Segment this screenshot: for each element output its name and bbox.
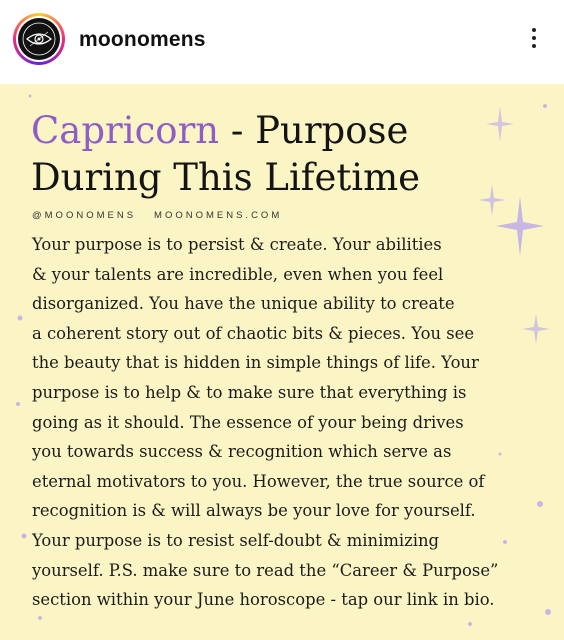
body-line: the beauty that is hidden in simple things of life. Your: [32, 353, 479, 373]
body-line: Your purpose is to resist self-doubt & minimizing: [32, 530, 440, 550]
post-image: [0, 84, 564, 640]
title-accent: Capricorn: [31, 109, 220, 152]
handles-row: [32, 210, 282, 221]
body-line: disorganized. You have the unique ability to create: [32, 294, 455, 314]
body-line: a coherent story out of chaotic bits & pieces. You see: [32, 323, 475, 343]
story-ring[interactable]: [13, 13, 65, 65]
avatar[interactable]: [18, 18, 60, 60]
body-line: recognition is & will always be your love for yourself.: [32, 501, 476, 521]
post-body-text: [32, 230, 552, 615]
post-title: [31, 107, 531, 201]
post-header: [0, 0, 564, 84]
body-line: & your talents are incredible, even when you feel: [32, 264, 444, 284]
body-line: purpose is to help & to make sure that everything is: [32, 382, 467, 402]
username[interactable]: moonomens: [79, 28, 206, 51]
body-line: going as it should. The essence of your being drives: [32, 412, 464, 432]
body-line: you towards success & recognition which serve as: [32, 442, 452, 462]
moon-omens-eye-logo-icon: [18, 18, 60, 60]
handle-text: @MOONOMENS: [32, 210, 137, 221]
avatar-border: [16, 16, 62, 62]
title-rest: - Purpose: [219, 109, 409, 152]
title-line-2: During This Lifetime: [31, 156, 421, 199]
body-line: section within your June horoscope - tap our link in bio.: [32, 590, 495, 610]
vertical-ellipsis-icon[interactable]: [524, 24, 544, 58]
website-text: MOONOMENS.COM: [154, 210, 283, 221]
body-line: yourself. P.S. make sure to read the “Career & Purpose”: [32, 560, 499, 580]
body-line: eternal motivators to you. However, the true source of: [32, 471, 485, 491]
body-line: Your purpose is to persist & create. Your abilities: [32, 235, 442, 254]
